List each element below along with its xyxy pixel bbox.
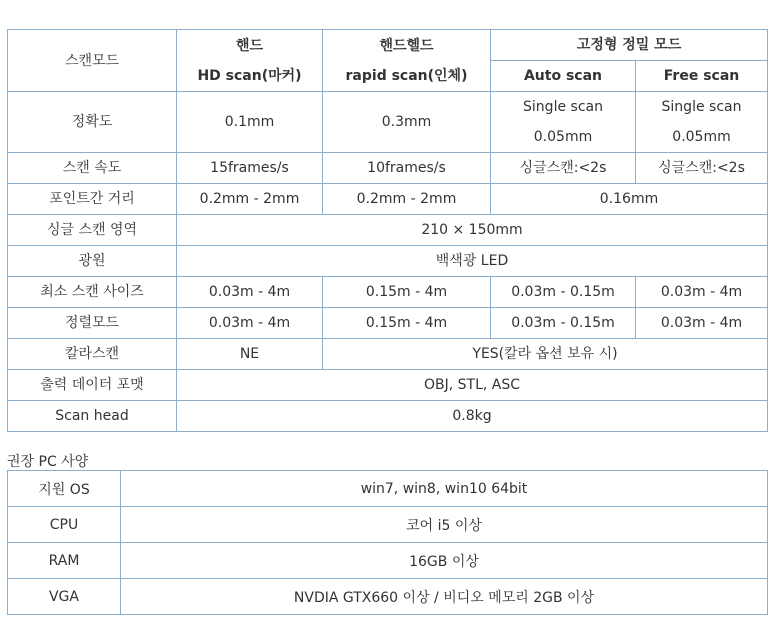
accuracy-free bbox=[636, 92, 768, 153]
header-row-1 bbox=[8, 30, 768, 61]
pc-ram-value: 16GB 이상 bbox=[121, 543, 768, 579]
align-label: 정렬모드 bbox=[8, 308, 177, 339]
header-handheld bbox=[323, 30, 491, 92]
scan-head-value: 0.8kg bbox=[177, 401, 768, 432]
pc-os-label: 지원 OS bbox=[8, 471, 121, 507]
point-distance-label: 포인트간 거리 bbox=[8, 184, 177, 215]
point-distance-rapid: 0.2mm - 2mm bbox=[323, 184, 491, 215]
accuracy-hd: 0.1mm bbox=[177, 92, 323, 153]
row-speed bbox=[8, 153, 768, 184]
pc-spec-table bbox=[7, 470, 768, 615]
accuracy-free-line1: Single scan bbox=[661, 99, 742, 115]
row-align bbox=[8, 308, 768, 339]
scanner-spec-table bbox=[7, 29, 768, 432]
align-free: 0.03m - 4m bbox=[636, 308, 768, 339]
color-hd: NE bbox=[177, 339, 323, 370]
align-rapid: 0.15m - 4m bbox=[323, 308, 491, 339]
pc-cpu-label: CPU bbox=[8, 507, 121, 543]
speed-hd: 15frames/s bbox=[177, 153, 323, 184]
pc-row bbox=[8, 471, 768, 507]
light-label: 광원 bbox=[8, 246, 177, 277]
pc-vga-value: NVDIA GTX660 이상 / 비디오 메모리 2GB 이상 bbox=[121, 579, 768, 615]
pc-spec-title: 권장 PC 사양 bbox=[7, 454, 89, 470]
point-distance-fixed: 0.16mm bbox=[491, 184, 768, 215]
row-output bbox=[8, 370, 768, 401]
header-scan-mode: 스캔모드 bbox=[8, 30, 177, 92]
point-distance-hd: 0.2mm - 2mm bbox=[177, 184, 323, 215]
min-size-hd: 0.03m - 4m bbox=[177, 277, 323, 308]
header-handheld-title: 핸드헬드 bbox=[379, 37, 434, 54]
output-label: 출력 데이터 포맷 bbox=[8, 370, 177, 401]
header-fixed-mode: 고정형 정밀 모드 bbox=[491, 30, 768, 61]
row-light bbox=[8, 246, 768, 277]
header-hand bbox=[177, 30, 323, 92]
row-scan-head bbox=[8, 401, 768, 432]
header-hand-sub: HD scan(마커) bbox=[197, 67, 302, 84]
accuracy-auto-line2: 0.05mm bbox=[533, 129, 593, 145]
min-size-auto: 0.03m - 0.15m bbox=[491, 277, 636, 308]
row-point-distance bbox=[8, 184, 768, 215]
row-single-area bbox=[8, 215, 768, 246]
header-free-scan: Free scan bbox=[636, 61, 768, 92]
row-min-size bbox=[8, 277, 768, 308]
row-accuracy bbox=[8, 92, 768, 153]
single-area-label: 싱글 스캔 영역 bbox=[8, 215, 177, 246]
header-hand-title: 핸드 bbox=[235, 37, 264, 54]
speed-auto: 싱글스캔:<2s bbox=[491, 153, 636, 184]
pc-row bbox=[8, 543, 768, 579]
accuracy-auto bbox=[491, 92, 636, 153]
align-hd: 0.03m - 4m bbox=[177, 308, 323, 339]
speed-label: 스캔 속도 bbox=[8, 153, 177, 184]
pc-row bbox=[8, 579, 768, 615]
accuracy-free-line2: 0.05mm bbox=[672, 129, 731, 145]
pc-cpu-value: 코어 i5 이상 bbox=[121, 507, 768, 543]
accuracy-auto-line1: Single scan bbox=[523, 99, 603, 115]
min-size-rapid: 0.15m - 4m bbox=[323, 277, 491, 308]
min-size-label: 최소 스캔 사이즈 bbox=[8, 277, 177, 308]
row-color bbox=[8, 339, 768, 370]
output-value: OBJ, STL, ASC bbox=[177, 370, 768, 401]
light-value: 백색광 LED bbox=[177, 246, 768, 277]
accuracy-label: 정확도 bbox=[8, 92, 177, 153]
min-size-free: 0.03m - 4m bbox=[636, 277, 768, 308]
pc-vga-label: VGA bbox=[8, 579, 121, 615]
scan-head-label: Scan head bbox=[8, 401, 177, 432]
color-rest: YES(칼라 옵션 보유 시) bbox=[323, 339, 768, 370]
speed-free: 싱글스캔:<2s bbox=[636, 153, 768, 184]
pc-ram-label: RAM bbox=[8, 543, 121, 579]
header-auto-scan: Auto scan bbox=[491, 61, 636, 92]
single-area-value: 210 × 150mm bbox=[177, 215, 768, 246]
align-auto: 0.03m - 0.15m bbox=[491, 308, 636, 339]
accuracy-rapid: 0.3mm bbox=[323, 92, 491, 153]
header-handheld-sub: rapid scan(인체) bbox=[345, 67, 468, 84]
color-label: 칼라스캔 bbox=[8, 339, 177, 370]
speed-rapid: 10frames/s bbox=[323, 153, 491, 184]
pc-row bbox=[8, 507, 768, 543]
pc-os-value: win7, win8, win10 64bit bbox=[121, 471, 768, 507]
